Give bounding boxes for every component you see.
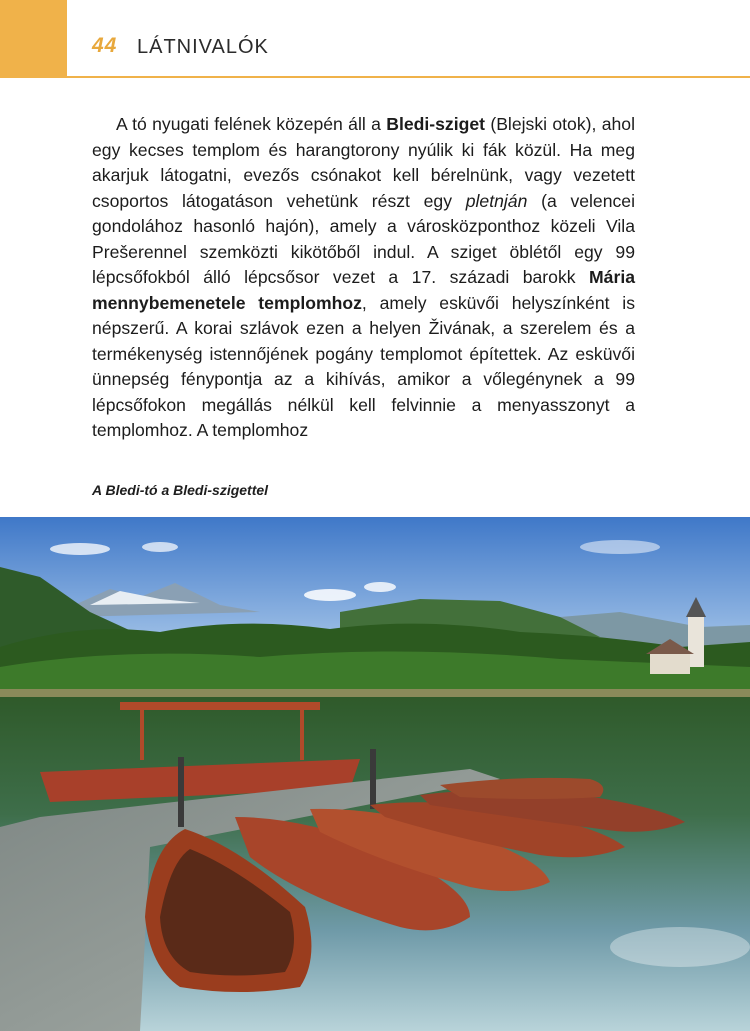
section-title: LÁTNIVALÓK (137, 36, 269, 58)
header-divider (67, 76, 750, 78)
body-paragraph (92, 112, 635, 444)
bold-bledi-sziget: Bledi-sziget (386, 114, 485, 134)
header-accent-tab (0, 0, 67, 78)
body-text-2: (Blejski otok), ahol egy kecses templom és harangtorony nyúlik ki fák közül. Ha meg akarjuk látogatni, evezős csónakot kell bérelnünk, vagy vezetett csoportos látogatáson vehetünk részt egy (92, 114, 635, 211)
body-text-4: , amely esküvői helyszínként is népszerű. A korai szlávok ezen a helyen Živának, a szerelem és a termékenység istennőjének pogány templomot építettek. Az esküvői ünnepség fénypontja az a kihívás, amikor a vőlegénynek a 99 lépcsőfokon megállás nélkül kell felvinnie a menyasszonyt a templomhoz. A templomhoz (92, 292, 635, 440)
lake-boats-illustration (0, 517, 750, 1031)
bold-church-name: Mária mennybemenetele templomhoz (92, 267, 635, 313)
page-number: 44 (92, 34, 118, 57)
body-text-1: A tó nyugati felének közepén áll a (116, 114, 387, 134)
body-text-3: (a velencei gondolához hasonló hajón), amely a városközponthoz közeli Vila Prešerennel szemközti kikötőből indul. A sziget öblétől egy 99 lépcsőfokból álló lépcsősor vezet a 17. századi barokk (92, 190, 635, 287)
lake-photo (0, 517, 750, 1031)
italic-pletnjan: pletnján (465, 190, 528, 211)
photo-caption: A Bledi-tó a Bledi-szigettel (92, 482, 269, 498)
